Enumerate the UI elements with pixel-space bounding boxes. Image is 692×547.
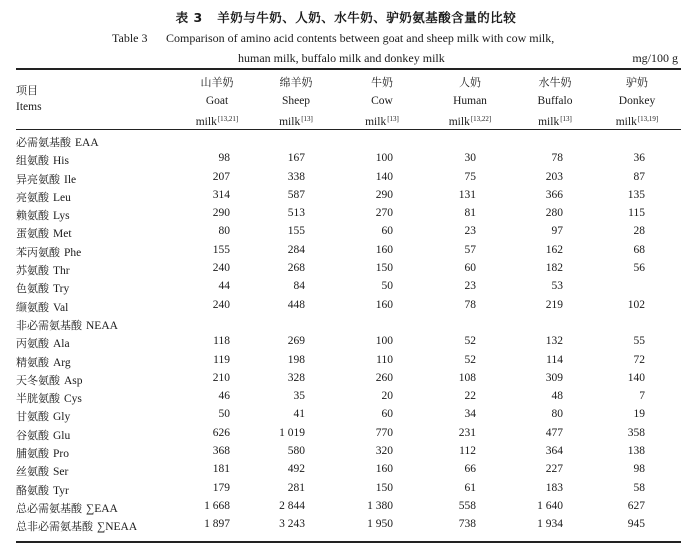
table-row xyxy=(0,223,692,241)
table-row xyxy=(0,150,692,168)
table-cell: 36 xyxy=(633,152,645,165)
row-label-cn: 谷氨酸 xyxy=(16,428,49,442)
table-cell: 50 xyxy=(218,408,230,421)
table-cell: 3 243 xyxy=(279,518,305,531)
row-label xyxy=(16,518,137,534)
table-cell: 57 xyxy=(464,243,476,256)
table-cell: 328 xyxy=(287,371,305,384)
row-label xyxy=(16,408,70,424)
column-header-en: Goat xyxy=(205,95,229,107)
table-cell: 203 xyxy=(545,170,563,183)
row-label xyxy=(16,134,99,150)
table-cell: 68 xyxy=(633,243,645,256)
column-header-milk xyxy=(515,110,595,131)
row-label xyxy=(16,152,69,168)
row-label-cn: 赖氨酸 xyxy=(16,209,49,223)
table-cell: 58 xyxy=(633,481,645,494)
table-row xyxy=(0,260,692,278)
table-cell: 626 xyxy=(212,426,230,439)
table-cell: 358 xyxy=(627,426,645,439)
table-cell: 50 xyxy=(381,280,393,293)
table-cell: 231 xyxy=(458,426,476,439)
row-label-cn: 非必需氨基酸 xyxy=(16,318,82,332)
column-header-milk xyxy=(177,110,257,131)
table-cell: 160 xyxy=(375,243,393,256)
table-cell: 30 xyxy=(464,152,476,165)
table-cell: 41 xyxy=(293,408,305,421)
bottom-rule xyxy=(16,541,681,543)
row-label xyxy=(16,317,118,333)
column-header-cn: 山羊奶 xyxy=(200,76,234,89)
table-cell: 131 xyxy=(458,188,476,201)
row-label-cn: 脯氨酸 xyxy=(16,447,49,461)
table-row xyxy=(0,461,692,479)
column-header xyxy=(256,74,336,131)
row-label xyxy=(16,280,69,296)
row-label-cn: 总必需氨基酸 xyxy=(16,501,82,515)
table-cell: 167 xyxy=(287,152,305,165)
table-cell: 268 xyxy=(287,262,305,275)
row-label xyxy=(16,427,70,443)
column-header xyxy=(430,74,510,131)
column-header-en: Human xyxy=(453,95,487,107)
row-label-en: Lys xyxy=(53,210,70,223)
column-header-cn: 绵羊奶 xyxy=(279,76,313,89)
row-label xyxy=(16,262,70,278)
row-label-cn: 缬氨酸 xyxy=(16,300,49,314)
table-cell: 179 xyxy=(212,481,230,494)
reference-cite: [13,21] xyxy=(217,115,239,123)
row-label-cn: 亮氨酸 xyxy=(16,190,49,204)
table-cell: 364 xyxy=(545,445,563,458)
table-caption-en-line1: Comparison of amino acid contents between goat and sheep milk with cow milk, xyxy=(166,31,555,45)
row-label-en: Pro xyxy=(53,448,69,461)
table-cell: 181 xyxy=(212,463,230,476)
table-cell: 100 xyxy=(375,152,393,165)
row-label-cn: 色氨酸 xyxy=(16,282,49,296)
table-cell: 219 xyxy=(545,298,563,311)
row-label xyxy=(16,482,69,498)
table-caption-cn: 羊奶与牛奶、人奶、水牛奶、驴奶氨基酸含量的比较 xyxy=(217,10,517,25)
table-cell: 1 668 xyxy=(204,499,230,512)
table-cell: 309 xyxy=(545,371,563,384)
table-cell: 7 xyxy=(639,390,645,403)
table-cell: 110 xyxy=(376,353,393,366)
table-cell: 240 xyxy=(212,298,230,311)
table-cell: 98 xyxy=(633,463,645,476)
table-cell: 280 xyxy=(545,207,563,220)
row-label-en: NEAA xyxy=(86,319,118,332)
table-cell: 55 xyxy=(633,335,645,348)
table-cell: 183 xyxy=(545,481,563,494)
table-cell: 290 xyxy=(212,207,230,220)
table-cell: 1 934 xyxy=(537,518,563,531)
row-label-en: Glu xyxy=(53,429,71,442)
row-label-cn: 苯丙氨酸 xyxy=(16,245,60,259)
row-label xyxy=(16,244,81,260)
section-header-row xyxy=(0,315,692,333)
column-header xyxy=(342,74,422,131)
row-label-en: Ala xyxy=(53,338,70,351)
column-header-cn: 水牛奶 xyxy=(538,76,572,89)
table-row xyxy=(0,425,692,443)
row-label-cn: 总非必需氨基酸 xyxy=(16,520,93,534)
table-cell: 135 xyxy=(627,188,645,201)
reference-cite: [13] xyxy=(387,115,399,123)
row-label-cn: 组氨酸 xyxy=(16,154,49,168)
table-cell: 1 950 xyxy=(367,518,393,531)
table-cell: 627 xyxy=(627,499,645,512)
table-cell: 150 xyxy=(375,481,393,494)
milk-label: milk xyxy=(365,116,387,128)
table-cell: 132 xyxy=(545,335,563,348)
row-label xyxy=(16,372,83,388)
table-cell: 281 xyxy=(287,481,305,494)
column-header xyxy=(177,74,257,131)
row-label-en: Cys xyxy=(64,393,82,406)
row-label xyxy=(16,390,82,406)
table-cell: 1 897 xyxy=(204,518,230,531)
row-label-en: Asp xyxy=(64,374,83,387)
table-cell: 34 xyxy=(464,408,476,421)
table-cell: 227 xyxy=(545,463,563,476)
table-row xyxy=(0,516,692,534)
reference-cite: [13] xyxy=(301,115,313,123)
column-header-en: Buffalo xyxy=(537,95,573,107)
table-row xyxy=(0,205,692,223)
row-label-cn: 甘氨酸 xyxy=(16,410,49,424)
row-label-en: Leu xyxy=(53,191,71,204)
table-cell: 1 019 xyxy=(279,426,305,439)
milk-label: milk xyxy=(279,116,301,128)
table-cell: 770 xyxy=(375,426,393,439)
row-label-cn: 天冬氨酸 xyxy=(16,373,60,387)
table-cell: 150 xyxy=(375,262,393,275)
table-cell: 368 xyxy=(212,445,230,458)
row-label xyxy=(16,335,70,351)
table-cell: 66 xyxy=(464,463,476,476)
table-cell: 338 xyxy=(287,170,305,183)
table-cell: 19 xyxy=(633,408,645,421)
table-cell: 75 xyxy=(464,170,476,183)
table-cell: 60 xyxy=(464,262,476,275)
items-header xyxy=(16,82,42,116)
table-cell: 492 xyxy=(287,463,305,476)
table-row xyxy=(0,406,692,424)
column-header-cn: 牛奶 xyxy=(371,76,393,89)
table-cell: 23 xyxy=(464,225,476,238)
row-label xyxy=(16,189,71,205)
column-header xyxy=(597,74,677,131)
table-cell: 60 xyxy=(381,408,393,421)
row-label xyxy=(16,225,72,241)
table-cell: 115 xyxy=(628,207,645,220)
table-cell: 580 xyxy=(287,445,305,458)
table-cell: 72 xyxy=(633,353,645,366)
table-row xyxy=(0,370,692,388)
table-caption-en-line2: human milk, buffalo milk and donkey milk xyxy=(238,51,445,65)
table-cell: 162 xyxy=(545,243,563,256)
column-header-cn: 人奶 xyxy=(459,76,481,89)
items-header-en: Items xyxy=(16,101,42,113)
table-cell: 448 xyxy=(287,298,305,311)
table-cell: 118 xyxy=(213,335,230,348)
table-cell: 140 xyxy=(627,371,645,384)
table-cell: 114 xyxy=(546,353,563,366)
milk-label: milk xyxy=(538,116,560,128)
table-cell: 52 xyxy=(464,335,476,348)
table-cell: 738 xyxy=(458,518,476,531)
row-label-en: His xyxy=(53,155,69,168)
table-row xyxy=(0,242,692,260)
table-cell: 240 xyxy=(212,262,230,275)
table-cell: 60 xyxy=(381,225,393,238)
column-header xyxy=(515,74,595,131)
table-cell: 210 xyxy=(212,371,230,384)
table-row xyxy=(0,352,692,370)
row-label-en: Ile xyxy=(64,173,77,186)
table-row xyxy=(0,187,692,205)
row-label-cn: 丙氨酸 xyxy=(16,337,49,351)
row-label-en: Arg xyxy=(53,356,71,369)
column-header-en: Cow xyxy=(371,95,393,107)
table-cell: 28 xyxy=(633,225,645,238)
row-label-cn: 蛋氨酸 xyxy=(16,227,49,241)
table-cell: 80 xyxy=(551,408,563,421)
milk-label: milk xyxy=(615,116,637,128)
table-cell: 155 xyxy=(287,225,305,238)
reference-cite: [13,19] xyxy=(637,115,659,123)
table-cell: 587 xyxy=(287,188,305,201)
table-cell: 80 xyxy=(218,225,230,238)
table-row xyxy=(0,388,692,406)
table-cell: 366 xyxy=(545,188,563,201)
row-label-cn: 半胱氨酸 xyxy=(16,392,60,406)
table-cell: 56 xyxy=(633,262,645,275)
table-row xyxy=(0,480,692,498)
row-label xyxy=(16,207,70,223)
table-cell: 78 xyxy=(551,152,563,165)
table-cell: 290 xyxy=(375,188,393,201)
table-cell: 100 xyxy=(375,335,393,348)
section-header-row xyxy=(0,132,692,150)
table-label-en: Table 3 xyxy=(112,31,148,45)
table-cell: 81 xyxy=(464,207,476,220)
milk-label: milk xyxy=(448,116,470,128)
table-row xyxy=(0,333,692,351)
table-cell: 23 xyxy=(464,280,476,293)
row-label-cn: 丝氨酸 xyxy=(16,465,49,479)
table-cell: 22 xyxy=(464,390,476,403)
row-label-en: Ser xyxy=(53,466,69,479)
table-cell: 84 xyxy=(293,280,305,293)
row-label xyxy=(16,171,76,187)
table-cell: 270 xyxy=(375,207,393,220)
row-label-en: ∑NEAA xyxy=(97,521,138,534)
table-cell: 98 xyxy=(218,152,230,165)
table-title-en xyxy=(112,31,554,46)
table-cell: 1 380 xyxy=(367,499,393,512)
row-label-en: Thr xyxy=(53,265,70,278)
table-cell: 260 xyxy=(375,371,393,384)
reference-cite: [13] xyxy=(560,115,572,123)
column-header-milk xyxy=(597,110,677,131)
table-label-cn: 表 3 xyxy=(175,10,203,25)
row-label-cn: 苏氨酸 xyxy=(16,264,49,278)
table-cell: 198 xyxy=(287,353,305,366)
row-label xyxy=(16,500,118,516)
row-label xyxy=(16,299,68,315)
table-cell: 182 xyxy=(545,262,563,275)
table-cell: 558 xyxy=(458,499,476,512)
row-label-cn: 异亮氨酸 xyxy=(16,172,60,186)
row-label-en: Try xyxy=(53,283,70,296)
top-rule xyxy=(16,68,681,70)
table-cell: 160 xyxy=(375,463,393,476)
table-cell: 2 844 xyxy=(279,499,305,512)
column-header-milk xyxy=(430,110,510,131)
row-label-cn: 酪氨酸 xyxy=(16,483,49,497)
column-header-en: Sheep xyxy=(281,95,311,107)
table-cell: 945 xyxy=(627,518,645,531)
milk-label: milk xyxy=(195,116,217,128)
reference-cite: [13,22] xyxy=(470,115,492,123)
row-label-en: Val xyxy=(53,301,69,314)
table-cell: 284 xyxy=(287,243,305,256)
items-header-cn: 项目 xyxy=(16,84,38,97)
table-body xyxy=(0,132,692,535)
table-cell: 35 xyxy=(293,390,305,403)
row-label-cn: 必需氨基酸 xyxy=(16,136,71,149)
table-cell: 78 xyxy=(464,298,476,311)
column-header-milk xyxy=(342,110,422,131)
table-title-cn xyxy=(0,8,692,26)
table-cell: 52 xyxy=(464,353,476,366)
table-cell: 320 xyxy=(375,445,393,458)
table-cell: 20 xyxy=(381,390,393,403)
table-cell: 102 xyxy=(627,298,645,311)
table-cell: 53 xyxy=(551,280,563,293)
row-label xyxy=(16,445,69,461)
row-label-en: EAA xyxy=(75,137,99,149)
row-label-en: Phe xyxy=(64,246,82,259)
table-cell: 513 xyxy=(287,207,305,220)
row-label-en: Tyr xyxy=(53,484,69,497)
table-row xyxy=(0,169,692,187)
table-row xyxy=(0,297,692,315)
column-header-cn: 驴奶 xyxy=(626,76,648,89)
table-cell: 87 xyxy=(633,170,645,183)
column-header-milk xyxy=(256,110,336,131)
table-cell: 155 xyxy=(212,243,230,256)
table-cell: 207 xyxy=(212,170,230,183)
row-label-en: Gly xyxy=(53,411,71,424)
row-label-cn: 精氨酸 xyxy=(16,355,49,369)
table-cell: 112 xyxy=(459,445,476,458)
row-label xyxy=(16,463,68,479)
table-cell: 1 640 xyxy=(537,499,563,512)
row-label-en: Met xyxy=(53,228,72,241)
table-cell: 119 xyxy=(213,353,230,366)
table-cell: 46 xyxy=(218,390,230,403)
table-cell: 97 xyxy=(551,225,563,238)
table-cell: 140 xyxy=(375,170,393,183)
column-header-en: Donkey xyxy=(618,95,656,107)
table-row xyxy=(0,498,692,516)
table-row xyxy=(0,443,692,461)
table-cell: 269 xyxy=(287,335,305,348)
row-label xyxy=(16,354,71,370)
table-cell: 314 xyxy=(212,188,230,201)
table-cell: 138 xyxy=(627,445,645,458)
table-cell: 477 xyxy=(545,426,563,439)
table-cell: 48 xyxy=(551,390,563,403)
table-cell: 61 xyxy=(464,481,476,494)
table-cell: 160 xyxy=(375,298,393,311)
unit-label: mg/100 g xyxy=(632,51,678,65)
row-label-en: ∑EAA xyxy=(86,502,118,515)
table-cell: 44 xyxy=(218,280,230,293)
table-row xyxy=(0,278,692,296)
table-cell: 108 xyxy=(458,371,476,384)
